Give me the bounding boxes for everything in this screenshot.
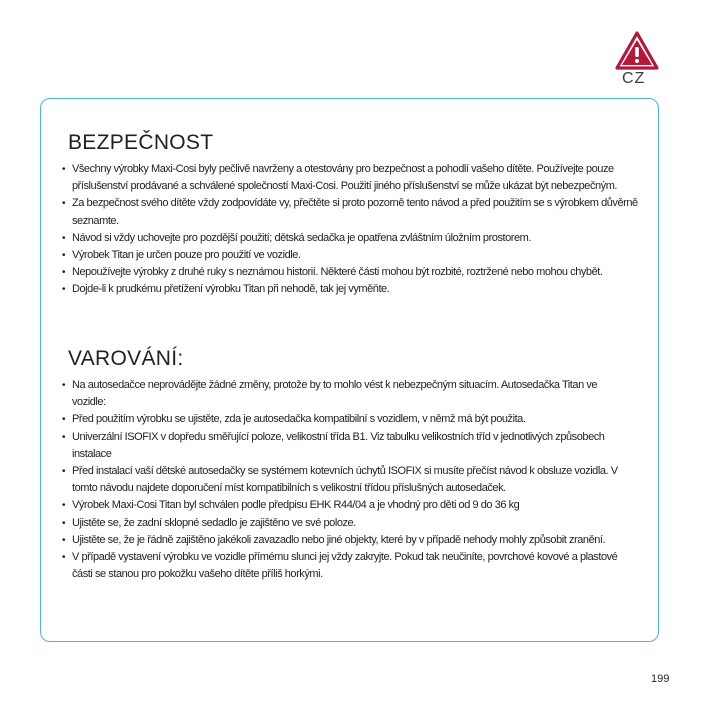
list-item: • Před instalací vaší dětské autosedačky se systémem kotevních úchytů ISOFIX si musíte přečíst návod k obsluze vozidla. V tomto návodu najdete doporučení míst kompatibilních s velikostní třídou příslušných autosedaček. bbox=[62, 463, 632, 497]
list-item: • Dojde-li k prudkému přetížení výrobku Titan při nehodě, tak jej vyměňte. bbox=[62, 281, 652, 298]
list-item: • V případě vystavení výrobku ve vozidle přímému slunci jej vždy zakryjte. Pokud tak neučiníte, povrchové kovové a plastové části se stanou pro pokožku vašeho dítěte příliš horkými. bbox=[62, 549, 632, 583]
safety-list bbox=[62, 161, 652, 299]
list-item: • Ujistěte se, že zadní sklopné sedadlo je zajištěno ve své poloze. bbox=[62, 515, 632, 532]
list-item: • Výrobek Maxi-Cosi Titan byl schválen podle předpisu EHK R44/04 a je vhodný pro děti od 9 do 36 kg bbox=[62, 497, 632, 514]
warning-list bbox=[62, 377, 632, 583]
list-item: • Na autosedačce neprovádějte žádné změny, protože by to mohlo vést k nebezpečným situacím. Autosedačka Titan ve vozidle: bbox=[62, 377, 632, 411]
list-item: • Univerzální ISOFIX v dopředu směřující poloze, velikostní třída B1. Viz tabulku velikostních tříd v jednotlivých způsobech instalace bbox=[62, 429, 632, 463]
list-item: • Nepoužívejte výrobky z druhé ruky s neznámou historií. Některé části mohou být rozbité, roztržené nebo mohou chybět. bbox=[62, 264, 652, 281]
list-item: • Všechny výrobky Maxi-Cosi byly pečlivě navrženy a otestovány pro bezpečnost a pohodlí vašeho dítěte. Používejte pouze příslušenství prodávané a schválené společností Maxi-Cosi. Použití jiného příslušenství se může ukázat být nebezpečným. bbox=[62, 161, 652, 195]
list-item: • Za bezpečnost svého dítěte vždy zodpovídáte vy, přečtěte si proto pozorně tento návod a před použitím se s výrobkem důvěrně seznamte. bbox=[62, 195, 652, 229]
list-item: • Před použitím výrobku se ujistěte, zda je autosedačka kompatibilní s vozidlem, v němž má být použita. bbox=[62, 411, 632, 428]
warning-triangle-icon bbox=[615, 31, 659, 71]
language-code: CZ bbox=[622, 70, 646, 87]
list-item: • Ujistěte se, že je řádně zajištěno jakékoli zavazadlo nebo jiné objekty, které by v případě nehody mohly způsobit zranění. bbox=[62, 532, 632, 549]
list-item: • Výrobek Titan je určen pouze pro použití ve vozidle. bbox=[62, 247, 652, 264]
list-item: • Návod si vždy uchovejte pro pozdější použití; dětská sedačka je opatřena zvláštním úložním prostorem. bbox=[62, 230, 652, 247]
page-number: 199 bbox=[651, 673, 670, 685]
safety-heading: BEZPEČNOST bbox=[68, 131, 214, 154]
warning-heading: VAROVÁNÍ: bbox=[68, 347, 184, 370]
